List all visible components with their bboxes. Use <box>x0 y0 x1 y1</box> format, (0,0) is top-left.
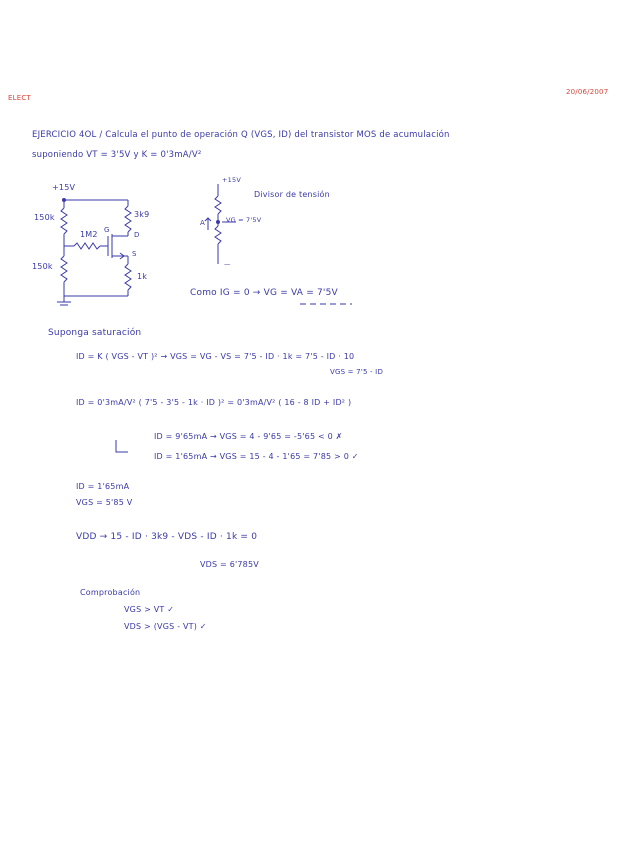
divider-note: Como IG = 0 → VG = VA = 7'5V <box>190 288 338 298</box>
problem-line-1: EJERCICIO 4OL / Calcula el punto de operación Q (VGS, ID) del transistor MOS de acumulación <box>32 130 450 140</box>
label-gate: G <box>104 226 110 234</box>
work-sol2: ID = 1'65mA → VGS = 15 - 4 - 1'65 = 7'85 > 0 ✓ <box>154 452 359 461</box>
divider-r-bottom <box>215 226 221 244</box>
label-drain: D <box>134 231 140 239</box>
rg-resistor <box>74 243 100 249</box>
label-vdd: +15V <box>52 183 76 192</box>
label-rg: 1M2 <box>80 230 98 239</box>
divider-r-top <box>215 196 221 214</box>
work-result-vgs: VGS = 5'85 V <box>76 498 133 507</box>
divider-vg: VG = 7'5V <box>226 216 262 224</box>
header-date: 20/06/2007 <box>566 88 609 96</box>
work-eq1: ID = K ( VGS - VT )² → VGS = VG - VS = 7'5 - ID · 1k = 7'5 - ID · 10 <box>76 352 355 361</box>
check-1: VGS > VT ✓ <box>124 605 175 614</box>
work-vds: VDS = 6'785V <box>200 560 259 569</box>
divider-title: Divisor de tensión <box>254 190 330 199</box>
header-subject-tag: ELECT <box>8 94 31 102</box>
work-kvl: VDD → 15 - ID · 3k9 - VDS - ID · 1k = 0 <box>76 532 258 542</box>
label-source: S <box>132 250 137 258</box>
work-sol1: ID = 9'65mA → VGS = 4 - 9'65 = -5'65 < 0 ✗ <box>154 432 343 441</box>
problem-line-2: suponiendo VT = 3'5V y K = 0'3mA/V² <box>32 150 202 160</box>
divider-vdd: +15V <box>222 176 241 184</box>
label-rs: 1k <box>137 272 148 281</box>
r1-resistor <box>61 208 67 234</box>
work-eq1b: VGS = 7'5 - ID <box>330 368 384 376</box>
work-heading: Suponga saturación <box>48 328 142 338</box>
divider-arrow-label: A <box>200 219 205 227</box>
label-r2: 150k <box>32 262 53 271</box>
label-rd: 3k9 <box>134 210 150 219</box>
work-eq2: ID = 0'3mA/V² ( 7'5 - 3'5 - 1k · ID )² = 0'3mA/V² ( 16 - 8 ID + ID² ) <box>76 398 352 407</box>
label-r1: 150k <box>34 213 55 222</box>
rd-resistor <box>125 206 131 232</box>
rs-resistor <box>125 264 131 290</box>
check-title: Comprobación <box>80 588 141 597</box>
r2-resistor <box>61 256 67 282</box>
divider-bottom: — <box>224 260 231 268</box>
work-result-id: ID = 1'65mA <box>76 482 130 491</box>
check-2: VDS > (VGS - VT) ✓ <box>124 622 207 631</box>
